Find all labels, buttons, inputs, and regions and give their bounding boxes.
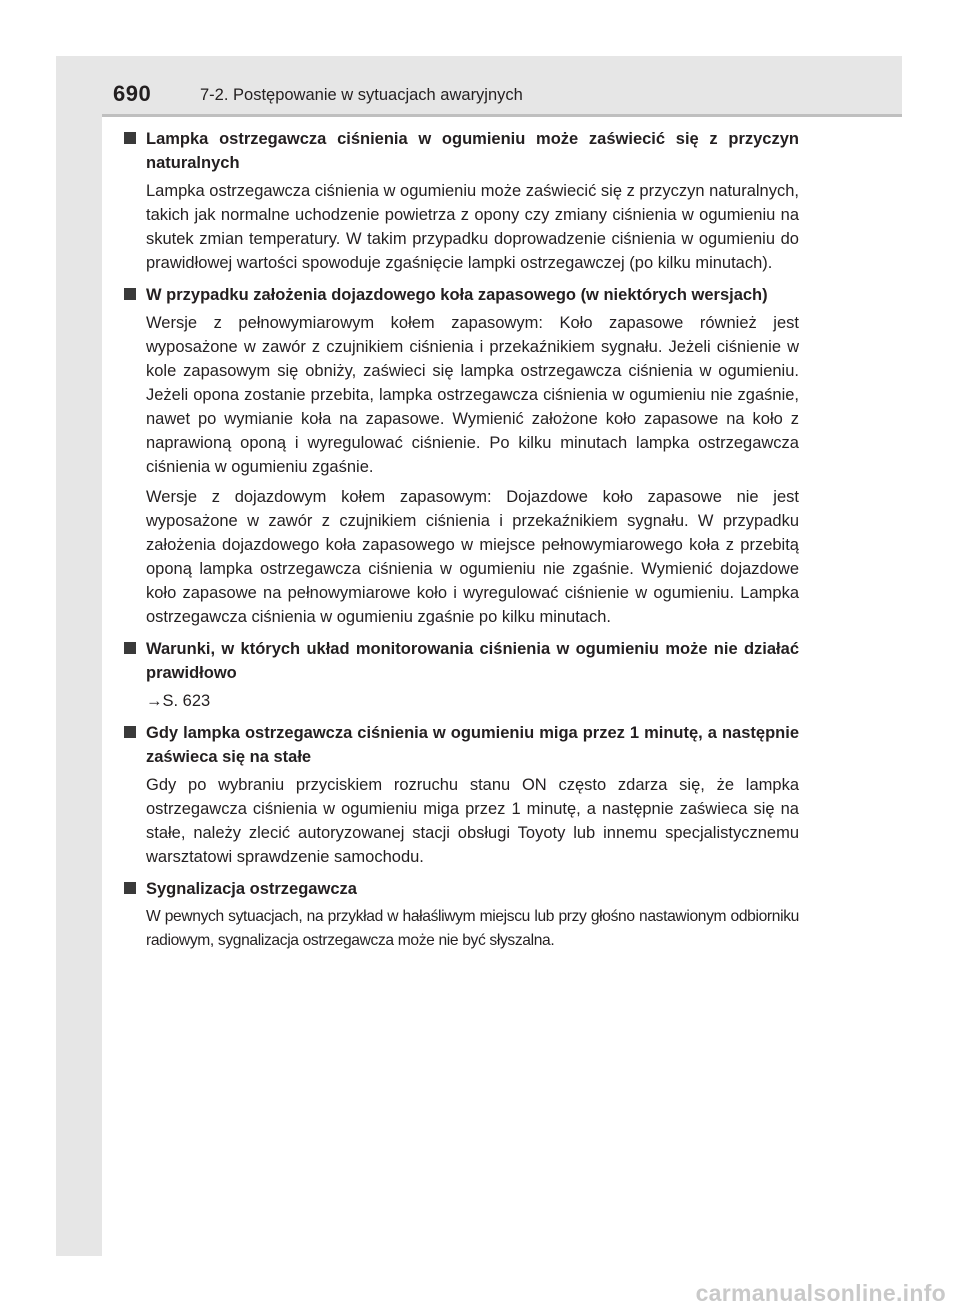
square-bullet-icon	[124, 642, 136, 654]
square-bullet-icon	[124, 726, 136, 738]
page-side-band	[56, 56, 102, 1256]
section-heading: Sygnalizacja ostrzegawcza	[124, 877, 799, 901]
section-natural-causes	[124, 127, 799, 275]
section-malfunction-conditions	[124, 637, 799, 713]
section-heading: Lampka ostrzegawcza ciśnienia w ogumieniu może zaświecić się z przyczyn naturalnych	[124, 127, 799, 175]
square-bullet-icon	[124, 288, 136, 300]
chapter-title: 7-2. Postępowanie w sytuacjach awaryjnych	[200, 86, 523, 104]
page-reference-link[interactable]: →S. 623	[146, 692, 211, 710]
section-heading: W przypadku założenia dojazdowego koła zapasowego (w niektórych wersjach)	[124, 283, 799, 307]
section-heading: Gdy lampka ostrzegawcza ciśnienia w ogumieniu miga przez 1 minutę, a następnie zaświeca się na stałe	[124, 721, 799, 769]
header-divider	[102, 114, 902, 117]
section-heading: Warunki, w których układ monitorowania ciśnienia w ogumieniu może nie działać prawidłowo	[124, 637, 799, 685]
section-spare-wheel	[124, 283, 799, 629]
page-content	[124, 127, 799, 961]
paragraph: W pewnych sytuacjach, na przykład w hałaśliwym miejscu lub przy głośno nastawionym odbiorniku radiowym, sygnalizacja ostrzegawcza może nie być słyszalna.	[146, 908, 799, 949]
paragraph: Lampka ostrzegawcza ciśnienia w ogumieniu może zaświecić się z przyczyn naturalnych, takich jak normalne uchodzenie powietrza z opony czy zmiany ciśnienia w ogumieniu na skutek zmian temperatury. W takim przypadku doprowadzenie ciśnienia w ogumieniu do prawidłowej wartości spowoduje zgaśnięcie lampki ostrzegawczej (po kilku minutach).	[146, 182, 799, 272]
page-number: 690	[113, 81, 152, 106]
square-bullet-icon	[124, 132, 136, 144]
square-bullet-icon	[124, 882, 136, 894]
paragraph: Wersje z pełnowymiarowym kołem zapasowym: Koło zapasowe również jest wyposażone w zawór z czujnikiem ciśnienia i przekaźnikiem sygnału. Jeżeli ciśnienie w kole zapasowym się obniży, zaświeci się lampka ostrzegawcza ciśnienia w ogumieniu. Jeżeli opona zostanie przebita, lampka ostrzegawcza ciśnienia w ogumieniu nie zgaśnie, nawet po wymianie koła na zapasowe. Wymienić założone koło zapasowe na koło z naprawioną oponą i wyregulować ciśnienie. Po kilku minutach lampka ostrzegawcza ciśnienia w ogumieniu zgaśnie.	[146, 314, 799, 476]
section-blinking-warning	[124, 721, 799, 869]
paragraph: Gdy po wybraniu przyciskiem rozruchu stanu ON często zdarza się, że lampka ostrzegawcza ciśnienia w ogumieniu miga przez 1 minutę, a następnie zaświeca się na stałe, należy zlecić autoryzowanej stacji obsługi Toyoty lub innemu specjalistycznemu warsztatowi sprawdzenie samochodu.	[146, 776, 799, 866]
page-header	[102, 56, 902, 114]
section-warning-buzzer	[124, 877, 799, 953]
watermark: carmanualsonline.info	[695, 1280, 946, 1306]
paragraph: Wersje z dojazdowym kołem zapasowym: Dojazdowe koło zapasowe nie jest wyposażone w zawór z czujnikiem ciśnienia i przekaźnikiem sygnału. W przypadku założenia dojazdowego koła zapasowego w miejsce pełnowymiarowego koła z przebitą oponą lampka ostrzegawcza ciśnienia w ogumieniu nie zgaśnie. Wymienić dojazdowe koło zapasowe na pełnowymiarowe koło i wyregulować ciśnienie w ogumieniu. Lampka ostrzegawcza ciśnienia w ogumieniu zgaśnie po kilku minutach.	[146, 488, 799, 626]
